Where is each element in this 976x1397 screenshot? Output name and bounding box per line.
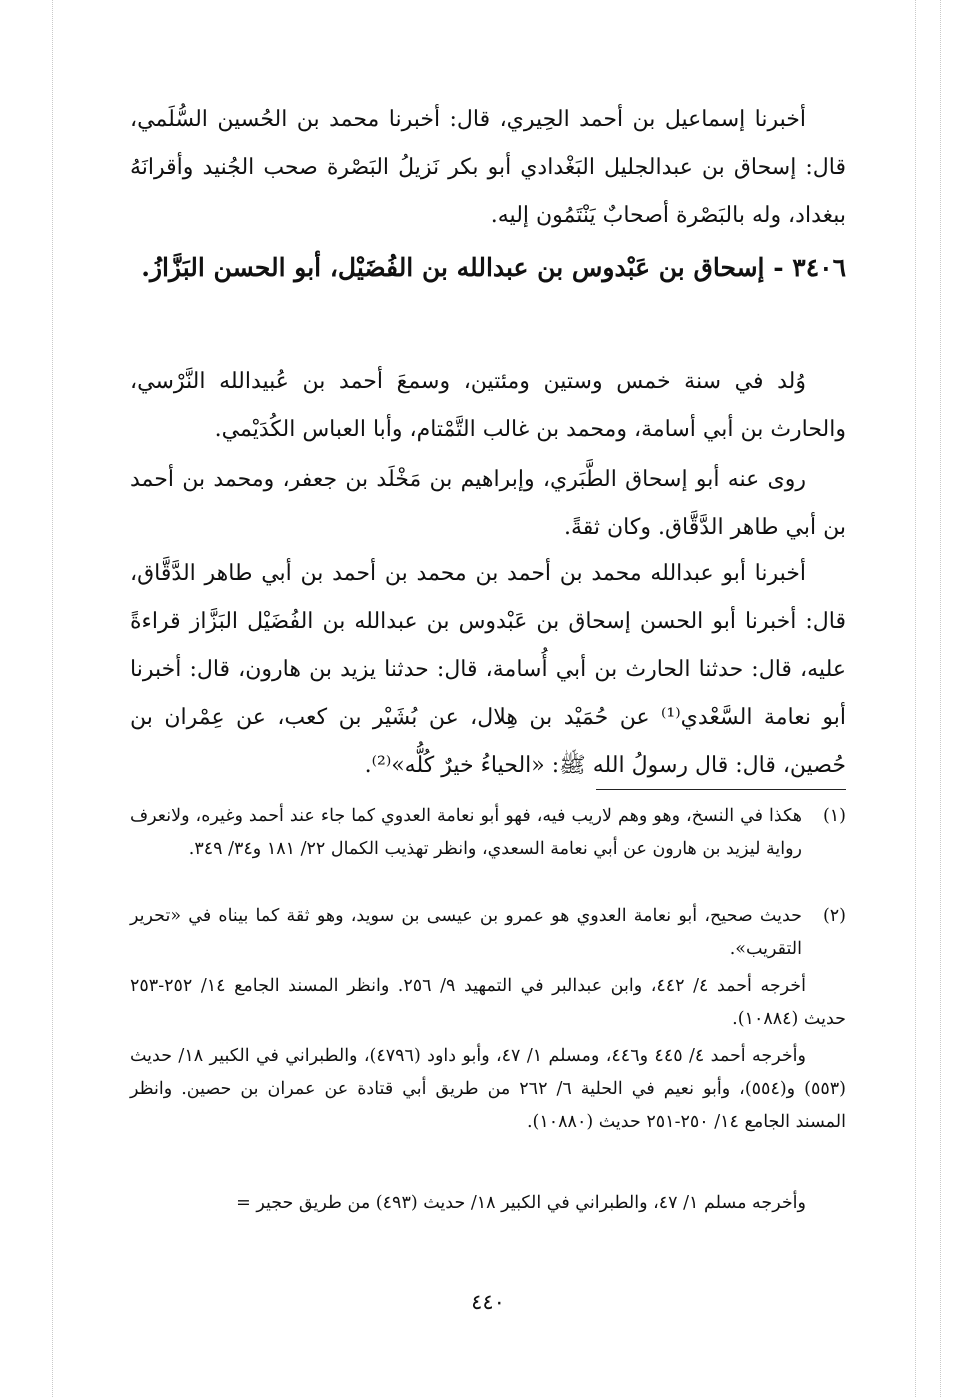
footnote-number: (٢) <box>822 906 846 926</box>
footnote-2-continuation: وأخرجه مسلم ١/ ٤٧، والطبراني في الكبير ١٨/ حديث (٤٩٣) من طريق حجير = <box>236 1193 806 1213</box>
scan-artifact-line <box>940 0 941 1397</box>
scan-artifact-line <box>915 0 916 1397</box>
footnote-2-continuation: وأخرجه أحمد ٤/ ٤٤٥ و٤٤٦، ومسلم ١/ ٤٧، وأبو داود (٤٧٩٦)، والطبراني في الكبير ١٨/ حديث (٥٥٣) و(٥٥٤)، وأبو نعيم في الحلية ٦/ ٢٦٢ من طريق أبي قتادة عن عمران بن حصين. وانظر المسند الجامع ١٤/ ٢٥٠-٢٥١ حديث (١٠٨٨٠). <box>130 1046 846 1132</box>
isnad-paragraph: أخبرنا أبو عبدالله محمد بن أحمد بن محمد بن أحمد بن أبي طاهر الدَّقَّاق، قال: أخبرنا أبو الحسن إسحاق بن عَبْدوس بن عبدالله بن الفُضَيْل البَزَّاز قراءةً عليه، قال: حدثنا الحارث بن أبي أُسامة، قال: حدثنا يزيد بن هارون، قال: أخبرنا أبو نعامة السَّعْدي⁽¹⁾ عن حُمَيْد بن هِلال، عن بُشَيْر بن كعب، عن عِمْران بن حُصين، قال: قال رسولُ الله ﷺ: «الحياءُ خيرٌ كُلُّه»⁽²⁾. <box>130 561 846 778</box>
page-number: ٤٤٠ <box>471 1290 505 1314</box>
footnote-1 <box>130 800 846 866</box>
footnote-2 <box>130 900 846 966</box>
footnote-2-continuation: أخرجه أحمد ٤/ ٤٤٢، وابن عبدالبر في التمهيد ٩/ ٢٥٦. وانظر المسند الجامع ١٤/ ٢٥٢-٢٥٣ حديث (١٠٨٨٤). <box>130 976 846 1029</box>
entry-heading: ٣٤٠٦ - إسحاق بن عَبْدوس بن عبدالله بن الفُضَيْل، أبو الحسن البَزَّازُ. <box>141 253 846 282</box>
birth-paragraph: وُلد في سنة خمس وستين ومئتين، وسمعَ أحمد بن عُبيدالله النَّرْسي، والحارث بن أبي أسامة، ومحمد بن غالب التَّمْتام، وأبا العباس الكُدَيْمي. <box>130 369 846 442</box>
footnote-number: (١) <box>822 806 846 826</box>
narrators-paragraph: روى عنه أبو إسحاق الطَّبَري، وإبراهيم بن مَخْلَد بن جعفر، ومحمد بن أحمد بن أبي طاهر الدَّقَّاق. وكان ثقةً. <box>130 467 846 540</box>
footnote-text: حديث صحيح، أبو نعامة العدوي هو عمرو بن عيسى بن سويد، وهو ثقة كما بيناه في «تحرير التقريب». <box>130 906 802 959</box>
intro-paragraph: أخبرنا إسماعيل بن أحمد الحِيري، قال: أخبرنا محمد بن الحُسين السُّلَمي، قال: إسحاق بن عبدالجليل البَغْدادي أبو بكر نَزيلُ البَصْرة صحب الجُنيد وأقرانَهُ ببغداد، وله بالبَصْرة أصحابٌ يَنْتَمُون إليه. <box>130 107 846 228</box>
scan-artifact-line <box>52 0 53 1397</box>
footnote-text: هكذا في النسخ، وهو وهم لاريب فيه، فهو أبو نعامة العدوي كما جاء عند أحمد وغيره، ولانعرف رواية ليزيد بن هارون عن أبي نعامة السعدي، وانظر تهذيب الكمال ٢٢/ ١٨١ و٣٤/ ٣٤٩. <box>130 806 802 859</box>
footnote-separator <box>596 789 846 790</box>
